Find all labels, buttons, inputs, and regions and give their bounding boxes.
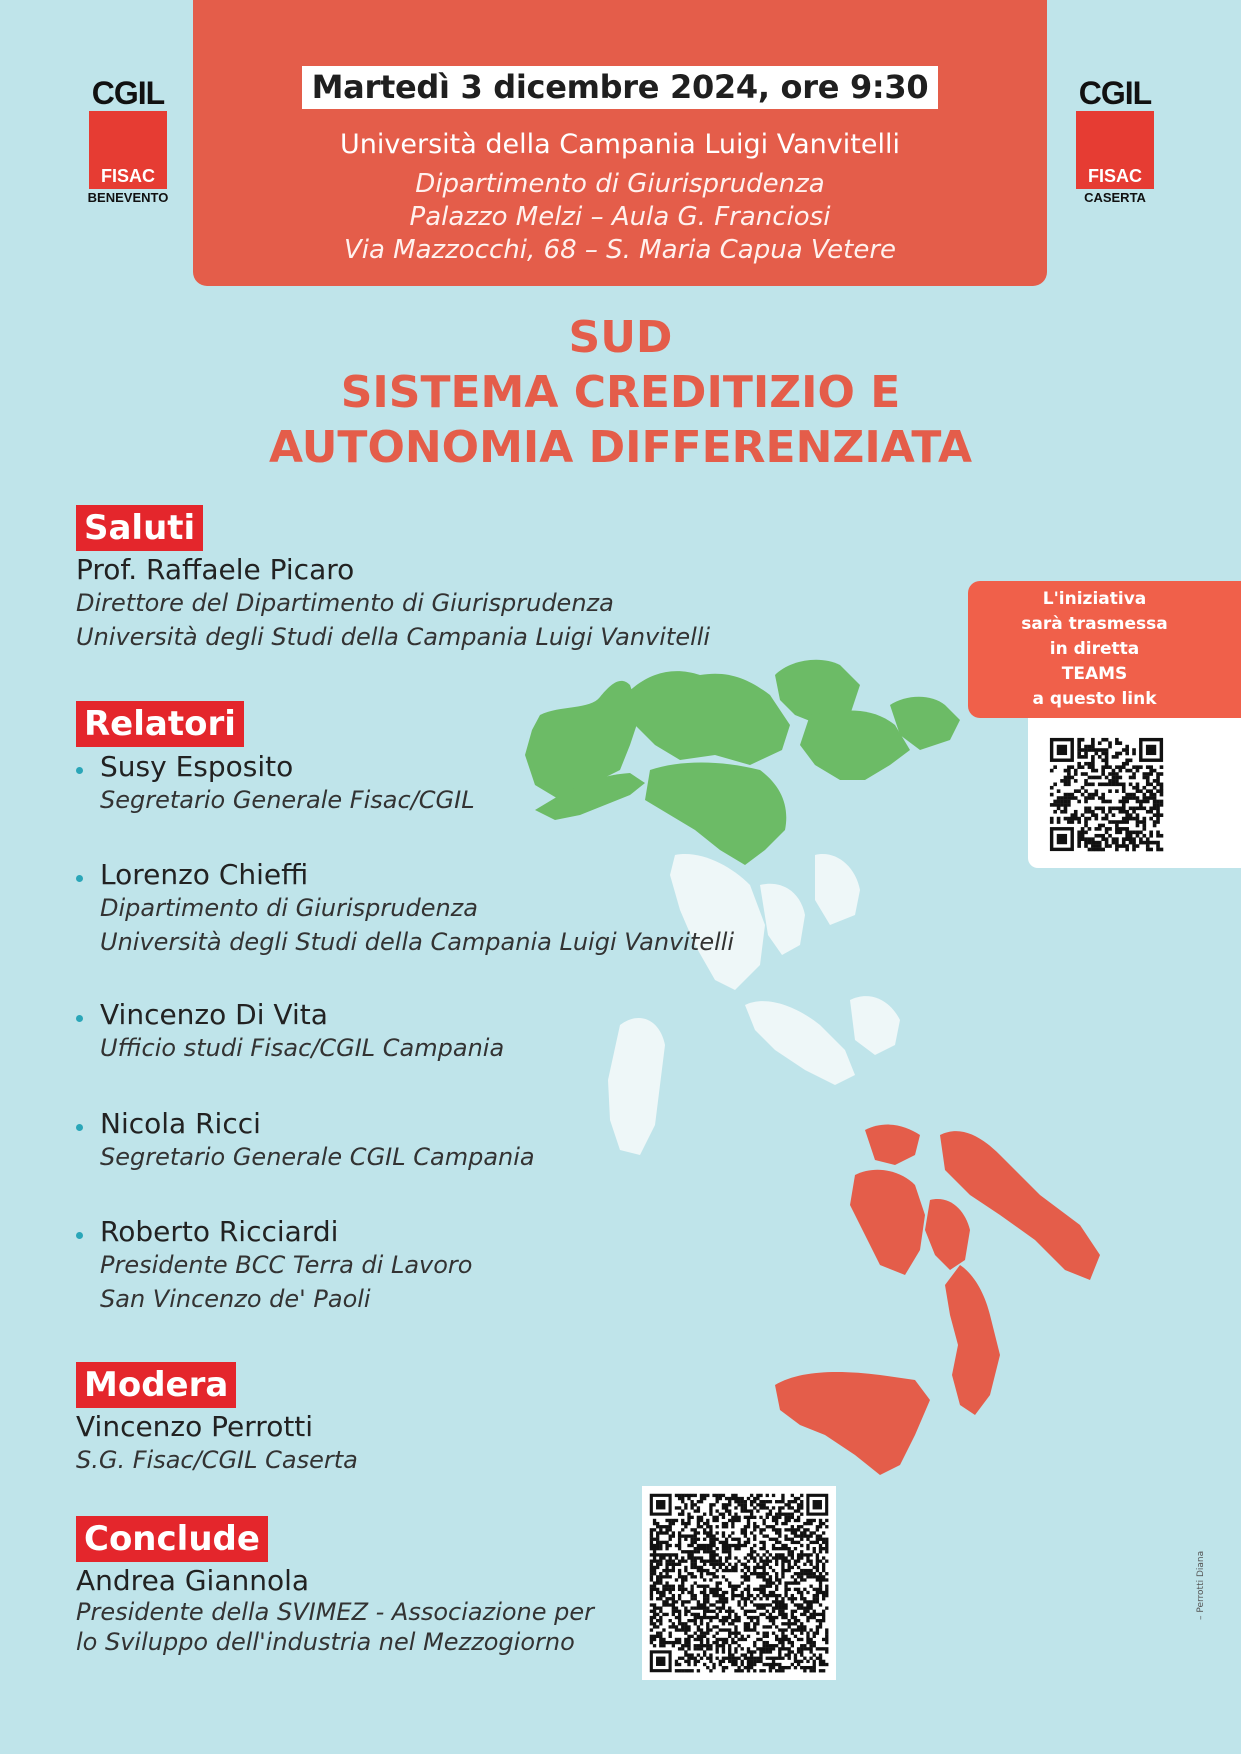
title-line-2: SISTEMA CREDITIZIO E <box>340 367 901 418</box>
logo-sub: FISAC <box>101 166 155 186</box>
person-role: San Vincenzo de' Paoli <box>100 1285 371 1313</box>
person-role: Segretario Generale CGIL Campania <box>100 1143 535 1171</box>
person-name: Vincenzo Perrotti <box>76 1410 314 1443</box>
stream-line: TEAMS <box>1061 664 1128 684</box>
section-label: Conclude <box>76 1516 268 1562</box>
bullet-icon <box>76 875 83 882</box>
venue-room: Palazzo Melzi – Aula G. Franciosi <box>409 202 831 232</box>
venue <box>193 168 1047 267</box>
person-name: Nicola Ricci <box>100 1107 261 1140</box>
logo-square <box>89 111 167 189</box>
venue-department: Dipartimento di Giurisprudenza <box>415 169 825 199</box>
speaker-item <box>72 1215 472 1316</box>
university-name: Università della Campania Luigi Vanvitelli <box>340 129 900 160</box>
person-role: lo Sviluppo dell'industria nel Mezzogiorno <box>76 1628 575 1656</box>
teams-qr-code-icon[interactable] <box>1045 733 1168 856</box>
person-role: Università degli Studi della Campania Luigi Vanvitelli <box>76 623 711 651</box>
venue-address: Via Mazzocchi, 68 – S. Maria Capua Vetere <box>343 235 897 265</box>
speaker-item <box>72 750 475 817</box>
bullet-icon <box>76 1232 83 1239</box>
stream-line: sarà trasmessa <box>1021 614 1168 634</box>
map-north-regions <box>525 660 960 865</box>
person-name: Prof. Raffaele Picaro <box>76 553 355 586</box>
event-date: Martedì 3 dicembre 2024, ore 9:30 <box>302 66 939 109</box>
title-line-3: AUTONOMIA DIFFERENZIATA <box>269 422 972 473</box>
logo-brand: CGIL <box>91 75 165 111</box>
logo-sub: FISAC <box>1088 166 1142 186</box>
person-name: Andrea Giannola <box>76 1564 310 1597</box>
stream-line: a questo link <box>1032 689 1157 709</box>
person-role: Presidente BCC Terra di Lavoro <box>100 1251 473 1279</box>
photo-credit: – Perrotti Diana <box>1196 1550 1206 1620</box>
person-name: Roberto Ricciardi <box>100 1215 339 1248</box>
person-name: Susy Esposito <box>100 750 294 783</box>
event-title <box>0 310 1241 475</box>
person-role: S.G. Fisac/CGIL Caserta <box>76 1446 358 1474</box>
section-modera <box>76 1362 358 1477</box>
logo-fisac-benevento <box>86 75 170 205</box>
logo-square <box>1076 111 1154 189</box>
speaker-item <box>72 998 504 1065</box>
map-south-regions <box>775 1125 1100 1475</box>
title-line-1: SUD <box>568 312 673 363</box>
logo-city: CASERTA <box>1084 190 1146 205</box>
section-relatori <box>76 701 244 747</box>
logo-brand: CGIL <box>1078 75 1152 111</box>
bullet-icon <box>76 1015 83 1022</box>
stream-line: L'iniziativa <box>1042 589 1147 609</box>
event-qr-code-icon[interactable] <box>642 1486 836 1680</box>
person-name: Lorenzo Chieffi <box>100 858 309 891</box>
section-label: Modera <box>76 1362 236 1408</box>
section-label: Saluti <box>76 505 203 551</box>
speaker-item <box>72 1107 535 1174</box>
streaming-notice <box>968 581 1241 718</box>
person-role: Direttore del Dipartimento di Giurisprudenza <box>76 589 614 617</box>
logo-city: BENEVENTO <box>87 190 169 205</box>
section-conclude <box>76 1516 594 1657</box>
person-name: Vincenzo Di Vita <box>100 998 328 1031</box>
event-header <box>193 0 1047 286</box>
person-role: Università degli Studi della Campania Luigi Vanvitelli <box>100 928 735 956</box>
section-label: Relatori <box>76 701 244 747</box>
stream-line: in diretta <box>1049 639 1140 659</box>
speaker-item <box>72 858 734 959</box>
person-role: Dipartimento di Giurisprudenza <box>100 894 478 922</box>
person-role: Ufficio studi Fisac/CGIL Campania <box>100 1034 505 1062</box>
bullet-icon <box>76 767 83 774</box>
person-role: Segretario Generale Fisac/CGIL <box>100 786 475 814</box>
section-saluti <box>76 505 710 654</box>
bullet-icon <box>76 1124 83 1131</box>
person-role: Presidente della SVIMEZ - Associazione per <box>76 1598 595 1626</box>
logo-fisac-caserta <box>1073 75 1157 205</box>
